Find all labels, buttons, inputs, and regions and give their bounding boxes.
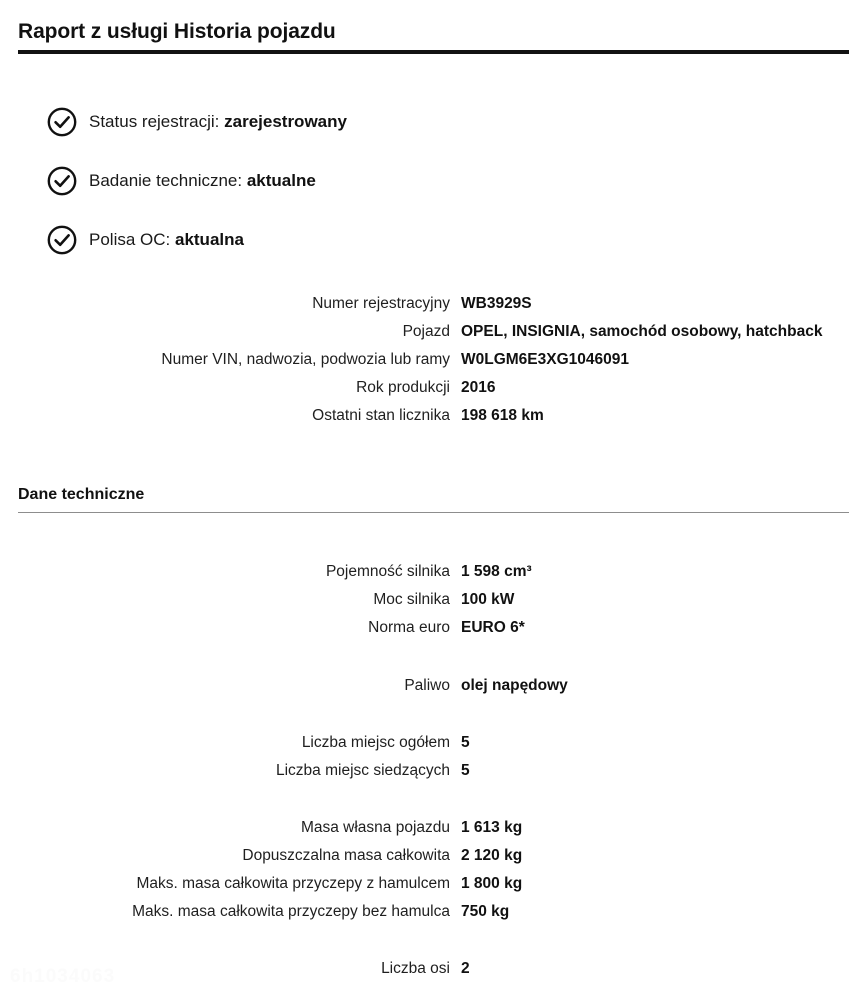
detail-value: OPEL, INSIGNIA, samochód osobowy, hatchback bbox=[461, 323, 823, 340]
detail-label: Norma euro bbox=[368, 619, 450, 636]
detail-label: Liczba osi bbox=[381, 960, 450, 977]
detail-value: 2 bbox=[461, 960, 470, 977]
watermark: 6h1034063 bbox=[10, 966, 116, 987]
check-circle-icon bbox=[46, 106, 78, 138]
detail-row bbox=[0, 903, 867, 931]
status-row bbox=[46, 151, 826, 210]
status-row bbox=[46, 92, 826, 151]
detail-row bbox=[0, 407, 867, 435]
page-title: Raport z usługi Historia pojazdu bbox=[18, 20, 336, 43]
detail-row bbox=[0, 591, 867, 619]
detail-label: Liczba miejsc ogółem bbox=[301, 734, 450, 751]
detail-row bbox=[0, 875, 867, 903]
status-label: Polisa OC: bbox=[89, 229, 171, 249]
detail-label: Pojemność silnika bbox=[325, 563, 450, 580]
section-heading-technical: Dane techniczne bbox=[18, 486, 145, 503]
engine-block bbox=[0, 563, 867, 647]
detail-value: 1 598 cm³ bbox=[461, 563, 532, 580]
detail-value: 1 613 kg bbox=[461, 819, 523, 836]
detail-label: Ostatni stan licznika bbox=[312, 407, 450, 424]
seats-block bbox=[0, 734, 867, 790]
detail-row bbox=[0, 819, 867, 847]
status-text bbox=[89, 112, 347, 132]
status-value: zarejestrowany bbox=[224, 111, 347, 131]
detail-row bbox=[0, 734, 867, 762]
detail-label: Masa własna pojazdu bbox=[300, 819, 450, 836]
detail-value: 5 bbox=[461, 762, 470, 779]
status-list bbox=[46, 92, 826, 269]
detail-label: Paliwo bbox=[404, 677, 450, 694]
detail-value: 2016 bbox=[461, 379, 496, 396]
check-circle-icon bbox=[46, 165, 78, 197]
detail-label: Liczba miejsc siedzących bbox=[275, 762, 450, 779]
detail-value: WB3929S bbox=[461, 295, 532, 312]
mass-block bbox=[0, 819, 867, 931]
detail-row bbox=[0, 847, 867, 875]
status-value: aktualne bbox=[246, 170, 316, 190]
detail-row bbox=[0, 323, 867, 351]
status-label: Status rejestracji: bbox=[89, 111, 220, 131]
detail-value: olej napędowy bbox=[461, 677, 568, 694]
status-text bbox=[89, 230, 244, 250]
detail-row bbox=[0, 677, 867, 705]
detail-value: 1 800 kg bbox=[461, 875, 523, 892]
detail-value: 2 120 kg bbox=[461, 847, 523, 864]
status-value: aktualna bbox=[174, 229, 244, 249]
status-label: Badanie techniczne: bbox=[89, 170, 243, 190]
title-divider bbox=[18, 50, 849, 54]
identification-block bbox=[0, 295, 867, 435]
section-divider bbox=[18, 512, 849, 513]
detail-value: EURO 6* bbox=[461, 619, 525, 636]
detail-label: Dopuszczalna masa całkowita bbox=[242, 847, 450, 864]
detail-row bbox=[0, 563, 867, 591]
detail-value: W0LGM6E3XG1046091 bbox=[461, 351, 630, 368]
detail-row bbox=[0, 960, 867, 988]
detail-label: Moc silnika bbox=[373, 591, 450, 608]
detail-value: 5 bbox=[461, 734, 470, 751]
axles-block bbox=[0, 960, 867, 988]
detail-label: Numer VIN, nadwozia, podwozia lub ramy bbox=[161, 351, 450, 368]
detail-label: Pojazd bbox=[402, 323, 450, 340]
detail-label: Maks. masa całkowita przyczepy z hamulcem bbox=[136, 875, 450, 892]
status-text bbox=[89, 171, 316, 191]
detail-value: 750 kg bbox=[461, 903, 510, 920]
detail-row bbox=[0, 762, 867, 790]
detail-label: Rok produkcji bbox=[356, 379, 450, 396]
check-circle-icon bbox=[46, 224, 78, 256]
detail-label: Maks. masa całkowita przyczepy bez hamulca bbox=[132, 903, 450, 920]
detail-row bbox=[0, 379, 867, 407]
detail-row bbox=[0, 295, 867, 323]
detail-value: 198 618 km bbox=[461, 407, 544, 424]
detail-row bbox=[0, 351, 867, 379]
detail-value: 100 kW bbox=[461, 591, 515, 608]
status-row bbox=[46, 210, 826, 269]
fuel-block bbox=[0, 677, 867, 705]
detail-row bbox=[0, 619, 867, 647]
detail-label: Numer rejestracyjny bbox=[312, 295, 450, 312]
